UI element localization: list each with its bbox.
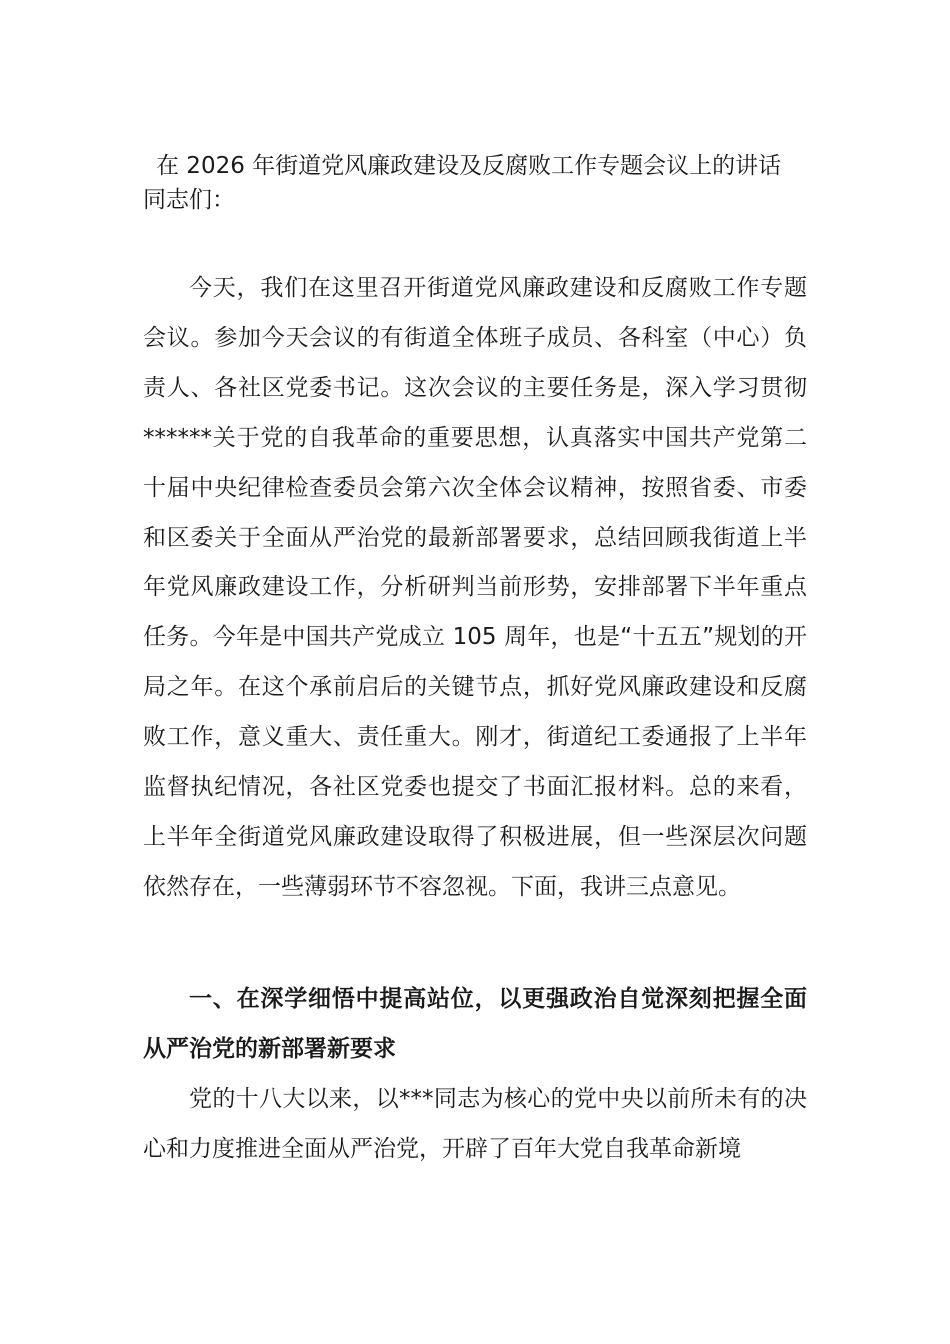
- body-paragraph: 党的十八大以来，以***同志为核心的党中央以前所未有的决心和力度推进全面从严治党，开辟了百年大党自我革命新境: [143, 1086, 807, 1162]
- document-title: 在 2026 年街道党风廉政建设及反腐败工作专题会议上的讲话: [156, 153, 782, 179]
- section-heading: 一、在深学细悟中提高站位，以更强政治自觉深刻把握全面从严治党的新部署新要求: [143, 986, 807, 1062]
- salutation: 同志们：: [143, 187, 235, 213]
- body-paragraph: 今天，我们在这里召开街道党风廉政建设和反腐败工作专题会议。参加今天会议的有街道全体班子成员、各科室（中心）负责人、各社区党委书记。这次会议的主要任务是，深入学习贯彻******关于党的自我革命的重要思想，认真落实中国共产党第二十届中央纪律检查委员会第六次全体会议精神，按照省委、市委和区委关于全面从严治党的最新部署要求，总结回顾我街道上半年党风廉政建设工作，分析研判当前形势，安排部署下半年重点任务。今年是中国共产党成立 105 周年，也是“十五五”规划的开局之年。在这个承前启后的关键节点，抓好党风廉政建设和反腐败工作，意义重大、责任重大。刚才，街道纪工委通报了上半年监督执纪情况，各社区党委也提交了书面汇报材料。总的来看，上半年全街道党风廉政建设取得了积极进展，但一些深层次问题依然存在，一些薄弱环节不容忽视。下面，我讲三点意见。: [143, 275, 807, 900]
